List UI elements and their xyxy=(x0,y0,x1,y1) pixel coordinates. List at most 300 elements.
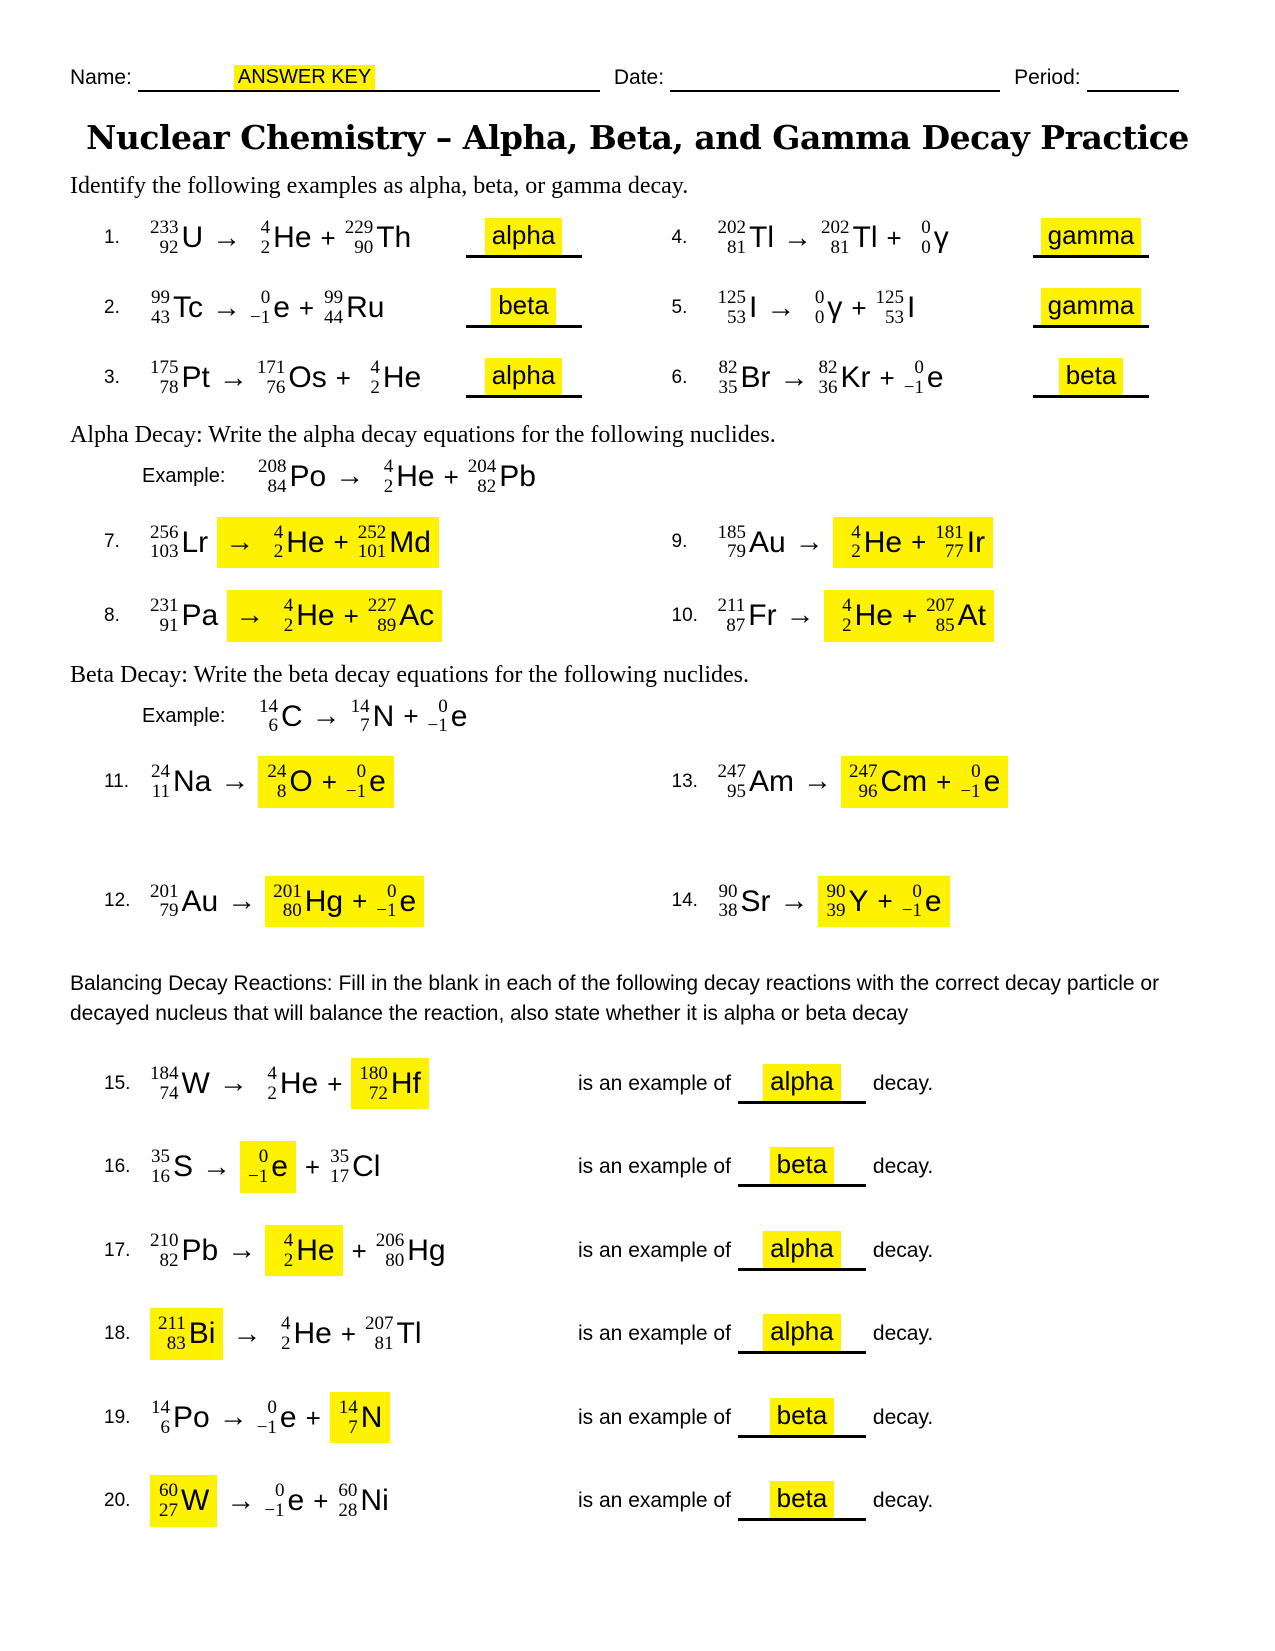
atomic-number: −1 xyxy=(427,715,448,737)
nuclide xyxy=(264,1481,304,1521)
element-symbol: e xyxy=(926,361,944,395)
mass-number: 14 xyxy=(151,1396,170,1418)
mass-number: 247 xyxy=(849,761,878,782)
nuclide-numbers xyxy=(360,358,380,398)
nuclide xyxy=(150,1398,210,1438)
element-symbol: Hg xyxy=(304,884,344,918)
arrow-icon: → xyxy=(218,1067,248,1100)
equation xyxy=(150,517,439,569)
nuclide-numbers xyxy=(902,882,922,922)
atomic-number: 0 xyxy=(814,307,825,328)
atomic-number: 2 xyxy=(273,541,284,563)
atomic-number: −1 xyxy=(960,780,981,802)
nuclide-numbers xyxy=(248,1147,268,1187)
arrow-icon: → xyxy=(794,525,824,558)
nuclide-numbers xyxy=(250,218,270,258)
equation xyxy=(150,1058,578,1110)
nuclide xyxy=(257,1064,318,1104)
answer-text: gamma xyxy=(1041,288,1142,325)
highlighted-answer-region xyxy=(841,756,1008,808)
element-symbol: At xyxy=(957,599,987,632)
atomic-number: −1 xyxy=(250,307,271,328)
nuclide-numbers xyxy=(804,288,824,328)
answer-text: beta xyxy=(770,1398,835,1435)
plus-sign: + xyxy=(443,461,459,492)
atomic-number: 89 xyxy=(377,614,397,636)
plus-sign: + xyxy=(335,363,351,393)
atomic-number: −1 xyxy=(256,1416,277,1438)
arrow-icon: → xyxy=(225,525,255,558)
element-symbol: U xyxy=(181,221,204,255)
decay-equation-item xyxy=(104,756,638,808)
plus-sign: + xyxy=(851,293,867,323)
nuclide xyxy=(359,1064,421,1104)
nuclide-numbers xyxy=(258,457,287,497)
nuclide-numbers xyxy=(832,596,852,636)
atomic-number: 53 xyxy=(885,307,905,328)
example-of-text xyxy=(578,1314,933,1354)
nuclide-numbers xyxy=(365,1314,394,1354)
answer-blank xyxy=(738,1064,866,1104)
mass-number: 60 xyxy=(338,1480,358,1502)
atomic-number: 7 xyxy=(348,1416,358,1438)
atomic-number: 79 xyxy=(727,541,746,563)
answer-blank xyxy=(1033,358,1149,398)
atomic-number: 84 xyxy=(267,475,287,497)
element-symbol: γ xyxy=(933,221,949,255)
item-number: 16. xyxy=(104,1156,131,1178)
nuclide xyxy=(718,596,777,636)
atomic-number: 28 xyxy=(338,1500,358,1522)
element-symbol: e xyxy=(983,765,1001,798)
element-symbol: Ac xyxy=(399,599,435,632)
nuclide xyxy=(841,523,902,563)
mass-number: 24 xyxy=(267,761,287,782)
example-of-label: is an example of xyxy=(578,1071,731,1095)
atomic-number: 2 xyxy=(260,237,271,258)
mass-number: 185 xyxy=(717,521,746,543)
arrow-icon: → xyxy=(785,599,815,632)
nuclide xyxy=(826,882,869,922)
mass-number: 82 xyxy=(718,357,738,379)
plus-sign: + xyxy=(333,527,349,558)
balance-item xyxy=(104,1058,1205,1110)
plus-sign: + xyxy=(886,223,902,253)
decay-label: decay. xyxy=(872,1238,934,1262)
answer-key-text: ANSWER KEY xyxy=(234,65,375,90)
nuclide xyxy=(373,457,434,497)
mass-number: 0 xyxy=(914,357,924,379)
nuclide xyxy=(350,697,395,737)
mass-number: 231 xyxy=(150,595,179,616)
mass-number: 184 xyxy=(150,1062,179,1084)
element-symbol: e xyxy=(450,699,468,733)
element-symbol: Y xyxy=(848,884,869,918)
arrow-icon: → xyxy=(212,291,241,324)
nuclide-numbers xyxy=(350,697,370,737)
element-symbol: Lr xyxy=(181,525,209,559)
nuclide xyxy=(150,596,218,636)
atomic-number: 11 xyxy=(151,780,170,802)
mass-number: 206 xyxy=(375,1229,405,1251)
element-symbol: Sr xyxy=(740,884,771,918)
atomic-number: 2 xyxy=(370,377,380,398)
beta-example-equation xyxy=(258,697,467,737)
answer-text: beta xyxy=(1059,358,1124,395)
plus-sign: + xyxy=(298,293,315,323)
item-number: 3. xyxy=(104,367,120,388)
plus-sign: + xyxy=(313,1486,329,1517)
nuclide-numbers xyxy=(150,358,179,398)
nuclide-numbers xyxy=(368,596,397,636)
nuclide-numbers xyxy=(257,1398,277,1438)
answer-blank xyxy=(738,1314,866,1354)
atomic-number: 76 xyxy=(266,377,286,398)
highlighted-answer-region xyxy=(265,1225,342,1277)
plus-sign: + xyxy=(340,1319,357,1350)
nuclide-numbers xyxy=(718,358,738,398)
element-symbol: Hf xyxy=(390,1066,421,1100)
equation xyxy=(150,218,466,258)
identify-item xyxy=(104,358,638,398)
element-symbol: He xyxy=(279,1066,319,1100)
nuclide-numbers xyxy=(150,1398,170,1438)
element-symbol: Ni xyxy=(360,1484,389,1518)
alpha-example-equation xyxy=(258,457,536,497)
nuclide xyxy=(911,218,949,258)
identify-item xyxy=(104,218,638,258)
answer-blank xyxy=(738,1481,866,1521)
nuclide-numbers xyxy=(266,762,286,802)
period-label: Period: xyxy=(1014,66,1081,89)
nuclide-numbers xyxy=(264,1481,284,1521)
decay-equation-item xyxy=(672,876,1206,928)
plus-sign: + xyxy=(936,766,952,797)
nuclide-numbers xyxy=(150,596,179,636)
mass-number: 211 xyxy=(158,1313,186,1335)
atomic-number: −1 xyxy=(376,900,397,922)
nuclide xyxy=(718,358,771,398)
nuclide xyxy=(150,218,203,258)
highlighted-answer-region xyxy=(258,756,393,808)
nuclide xyxy=(718,882,771,922)
nuclide-numbers xyxy=(718,523,747,563)
nuclide xyxy=(263,523,324,563)
atomic-number: 16 xyxy=(151,1166,170,1188)
equation xyxy=(718,590,995,642)
element-symbol: Au xyxy=(181,884,219,918)
alpha-example-row xyxy=(142,457,1205,497)
element-symbol: Tl xyxy=(396,1317,422,1351)
element-symbol: Kr xyxy=(840,361,871,395)
nuclide-numbers xyxy=(718,596,746,636)
nuclide xyxy=(150,358,210,398)
element-symbol: Br xyxy=(740,361,771,395)
item-number: 5. xyxy=(671,297,688,318)
plus-sign: + xyxy=(901,600,918,631)
atomic-number: 82 xyxy=(477,475,497,497)
atomic-number: 38 xyxy=(718,900,738,922)
arrow-icon: → xyxy=(226,1484,256,1517)
nuclide xyxy=(150,288,203,328)
atomic-number: −1 xyxy=(248,1166,269,1188)
arrow-icon: → xyxy=(766,291,796,324)
nuclide-numbers xyxy=(841,523,861,563)
plus-sign: + xyxy=(879,363,895,393)
beta-items-grid xyxy=(70,750,1205,943)
atomic-number: 95 xyxy=(727,780,746,802)
element-symbol: e xyxy=(271,1150,288,1184)
mass-number: 252 xyxy=(357,521,387,543)
identify-items-grid xyxy=(70,208,1205,418)
equation xyxy=(150,1225,578,1277)
atomic-number: 101 xyxy=(357,541,387,563)
nuclide-numbers xyxy=(273,882,302,922)
atomic-number: 2 xyxy=(283,1249,294,1271)
element-symbol: Fr xyxy=(748,599,777,632)
answer-blank xyxy=(466,358,582,398)
nuclide-numbers xyxy=(718,218,747,258)
mass-number: 181 xyxy=(935,521,964,543)
decay-equation-item xyxy=(672,590,1206,642)
beta-example-label: Example: xyxy=(142,704,226,727)
element-symbol: e xyxy=(287,1484,305,1518)
atomic-number: 79 xyxy=(159,900,179,922)
nuclide-numbers xyxy=(849,762,878,802)
plus-sign: + xyxy=(343,600,359,631)
nuclide-numbers xyxy=(337,1481,357,1521)
nuclide-numbers xyxy=(258,697,278,737)
mass-number: 233 xyxy=(150,217,179,239)
element-symbol: Na xyxy=(173,765,212,798)
nuclide xyxy=(337,1481,388,1521)
atomic-number: 74 xyxy=(159,1082,179,1104)
nuclide xyxy=(960,762,1000,802)
atomic-number: 53 xyxy=(727,307,746,328)
element-symbol: O xyxy=(289,765,313,798)
nuclide-numbers xyxy=(876,288,905,328)
mass-number: 207 xyxy=(365,1313,394,1335)
atomic-number: 17 xyxy=(330,1166,350,1188)
mass-number: 211 xyxy=(717,595,746,616)
arrow-icon: → xyxy=(779,361,809,394)
element-symbol: Po xyxy=(289,460,327,493)
nuclide-numbers xyxy=(257,1064,277,1104)
plus-sign: + xyxy=(321,766,337,797)
element-symbol: Cm xyxy=(880,765,928,798)
highlighted-answer-region xyxy=(824,590,994,642)
element-symbol: Tc xyxy=(173,291,203,325)
element-symbol: Bi xyxy=(188,1317,216,1351)
nuclide-numbers xyxy=(718,882,738,922)
example-of-label: is an example of xyxy=(578,1405,731,1429)
atomic-number: 83 xyxy=(166,1333,186,1355)
highlighted-answer-region xyxy=(265,876,424,928)
name-label: Name: xyxy=(70,66,132,89)
mass-number: 207 xyxy=(926,595,955,616)
atomic-number: 80 xyxy=(282,900,302,922)
mass-number: 4 xyxy=(267,1062,277,1084)
element-symbol: Pt xyxy=(181,361,210,395)
item-number: 20. xyxy=(104,1490,131,1512)
mass-number: 35 xyxy=(151,1146,170,1168)
element-symbol: N xyxy=(372,699,395,733)
nuclide-numbers xyxy=(468,457,497,497)
answer-blank xyxy=(466,288,582,328)
decay-equation-item xyxy=(104,590,638,642)
answer-text: beta xyxy=(770,1147,835,1184)
element-symbol: N xyxy=(360,1400,383,1434)
item-number: 7. xyxy=(104,531,120,553)
mass-number: 208 xyxy=(258,456,287,477)
nuclide-numbers xyxy=(158,1314,186,1354)
nuclide-numbers xyxy=(150,1231,179,1271)
equation xyxy=(150,876,424,928)
decay-equation-item xyxy=(104,876,638,928)
atomic-number: −1 xyxy=(345,780,367,802)
atomic-number: 2 xyxy=(842,614,852,636)
nuclide-numbers xyxy=(329,1147,349,1187)
nuclide xyxy=(150,1231,218,1271)
nuclide xyxy=(250,218,311,258)
nuclide-numbers xyxy=(718,288,747,328)
nuclide-numbers xyxy=(273,596,293,636)
equation xyxy=(150,288,466,328)
element-symbol: Au xyxy=(749,525,786,559)
mass-number: 82 xyxy=(818,357,838,379)
atomic-number: 8 xyxy=(276,780,287,802)
atomic-number: 103 xyxy=(150,541,179,563)
atomic-number: 0 xyxy=(921,237,931,258)
mass-number: 210 xyxy=(150,1229,179,1251)
alpha-items-grid xyxy=(70,511,1205,658)
mass-number: 14 xyxy=(259,695,278,717)
nuclide-numbers xyxy=(150,523,179,563)
decay-label: decay. xyxy=(872,1071,934,1095)
equation xyxy=(718,517,994,569)
mass-number: 204 xyxy=(467,456,497,477)
item-number: 15. xyxy=(104,1072,131,1094)
plus-sign: + xyxy=(320,223,336,253)
nuclide xyxy=(718,288,758,328)
example-of-text xyxy=(578,1147,933,1187)
beta-example-row xyxy=(142,697,1205,737)
nuclide xyxy=(150,1064,210,1104)
example-of-text xyxy=(578,1398,933,1438)
nuclide-numbers xyxy=(428,697,448,737)
atomic-number: 44 xyxy=(324,307,344,328)
item-number: 11. xyxy=(104,770,130,792)
decay-equation-item xyxy=(104,517,638,569)
equation xyxy=(150,1141,578,1193)
nuclide-numbers xyxy=(338,1398,358,1438)
answer-blank xyxy=(738,1398,866,1438)
nuclide xyxy=(323,288,384,328)
answer-blank xyxy=(738,1147,866,1187)
nuclide xyxy=(273,1231,334,1271)
mass-number: 201 xyxy=(150,880,179,902)
element-symbol: e xyxy=(369,765,386,798)
equation xyxy=(258,697,467,737)
mass-number: 4 xyxy=(283,1229,294,1251)
equation xyxy=(718,756,1009,808)
item-number: 4. xyxy=(671,227,688,248)
nuclide xyxy=(258,457,326,497)
nuclide xyxy=(718,523,786,563)
atomic-number: 2 xyxy=(383,475,394,497)
answer-text: alpha xyxy=(763,1231,841,1268)
highlighted-answer-region xyxy=(227,590,442,642)
nuclide xyxy=(158,1314,215,1354)
element-symbol: I xyxy=(907,291,916,325)
element-symbol: He xyxy=(396,460,435,493)
mass-number: 125 xyxy=(717,287,746,309)
element-symbol: Po xyxy=(173,1400,210,1434)
atomic-number: 6 xyxy=(160,1416,170,1438)
element-symbol: Md xyxy=(389,525,431,559)
answer-text: beta xyxy=(770,1481,835,1518)
mass-number: 256 xyxy=(150,521,179,543)
atomic-number: 81 xyxy=(830,237,850,258)
mass-number: 0 xyxy=(971,761,981,782)
atomic-number: −1 xyxy=(264,1500,285,1522)
mass-number: 171 xyxy=(256,357,286,379)
atomic-number: 36 xyxy=(818,377,838,398)
atomic-number: 92 xyxy=(159,237,179,258)
identify-item xyxy=(672,218,1206,258)
identify-item xyxy=(672,288,1206,328)
nuclide xyxy=(718,218,775,258)
equation xyxy=(150,590,442,642)
atomic-number: 2 xyxy=(851,541,861,563)
plus-sign: + xyxy=(352,886,368,917)
mass-number: 4 xyxy=(842,595,852,616)
arrow-icon: → xyxy=(218,361,248,394)
balancing-heading: Balancing Decay Reactions: Fill in the blank in each of the following decay reactions with the correct decay particle or decayed nucleus that will balance the reaction, also state whether it is alpha or beta decay xyxy=(70,972,1160,1026)
mass-number: 0 xyxy=(356,761,367,782)
nuclide-numbers xyxy=(273,1231,293,1271)
mass-number: 4 xyxy=(383,456,394,477)
item-number: 13. xyxy=(671,770,698,792)
mass-number: 60 xyxy=(159,1480,178,1502)
nuclide-numbers xyxy=(373,457,393,497)
mass-number: 229 xyxy=(344,217,374,239)
nuclide-numbers xyxy=(926,596,955,636)
answer-blank xyxy=(738,1231,866,1271)
mass-number: 202 xyxy=(717,217,746,239)
element-symbol: Cl xyxy=(352,1150,381,1184)
element-symbol: e xyxy=(273,291,290,325)
page-title: Nuclear Chemistry – Alpha, Beta, and Gamma Decay Practice xyxy=(86,118,1189,157)
beta-section-heading: Beta Decay: Write the beta decay equations for the following nuclides. xyxy=(70,661,750,688)
highlighted-answer-region xyxy=(818,876,950,928)
atomic-number: 72 xyxy=(368,1082,388,1104)
atomic-number: 96 xyxy=(858,780,878,802)
mass-number: 201 xyxy=(273,880,302,902)
element-symbol: e xyxy=(924,884,942,918)
nuclide xyxy=(273,882,343,922)
nuclide xyxy=(832,596,893,636)
item-number: 17. xyxy=(104,1239,131,1261)
answer-text: gamma xyxy=(1041,218,1142,255)
nuclide-numbers xyxy=(345,218,374,258)
equation xyxy=(258,457,536,497)
nuclide xyxy=(258,697,303,737)
equation xyxy=(718,218,1034,258)
element-symbol: Hg xyxy=(407,1233,446,1267)
item-number: 1. xyxy=(104,227,120,248)
nuclide-numbers xyxy=(358,523,387,563)
